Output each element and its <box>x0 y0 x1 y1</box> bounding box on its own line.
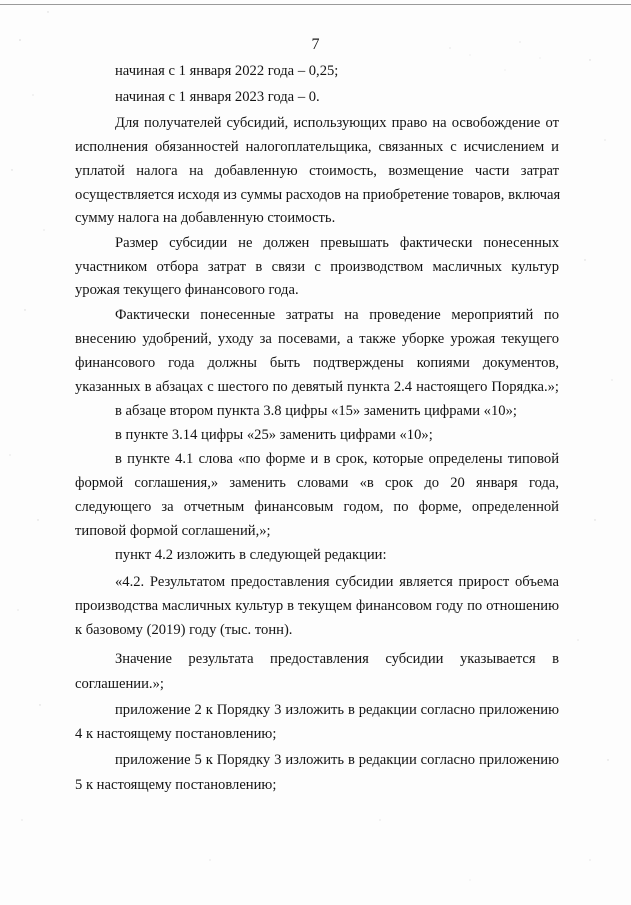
text-line: осуществляется исходя из суммы расходов на приобретение товаров, включая <box>75 187 561 203</box>
text-line: типовой формой соглашений,»; <box>75 523 271 539</box>
text-line: начиная с 1 января 2023 года – 0. <box>115 89 320 105</box>
page-number: 7 <box>311 36 320 53</box>
text-line: формой соглашения,» заменить словами «в срок до 20 января года, <box>75 475 559 491</box>
text-line: начиная с 1 января 2022 года – 0,25; <box>115 63 339 79</box>
text-line: производства масличных культур в текущем финансовом году по отношению <box>75 598 559 614</box>
text-line: сумму налога на добавленную стоимость. <box>75 210 336 226</box>
text-line: участником отбора затрат в связи с производством масличных культур <box>75 259 559 275</box>
text-line: уплатой налога на добавленную стоимость, возмещение части затрат <box>75 163 559 179</box>
text-line: Размер субсидии не должен превышать фактически понесенных <box>115 235 559 251</box>
text-line: Фактически понесенные затраты на проведение мероприятий по <box>115 307 559 323</box>
text-line: исполнения обязанностей налогоплательщика, связанных с исчислением и <box>75 139 559 155</box>
text-line: приложение 2 к Порядку 3 изложить в редакции согласно приложению <box>115 702 559 718</box>
text-line: Для получателей субсидий, использующих право на освобождение от <box>115 115 559 131</box>
text-line: указанных в абзацах с шестого по девятый пункта 2.4 настоящего Порядка.»; <box>75 379 559 395</box>
text-line: финансового года должны быть подтверждены копиями документов, <box>75 355 559 371</box>
text-line: 4 к настоящему постановлению; <box>75 726 277 742</box>
text-line: внесению удобрений, уходу за посевами, а также уборке урожая текущего <box>75 331 559 347</box>
text-line: «4.2. Результатом предоставления субсидии является прирост объема <box>115 574 559 590</box>
text-line: в абзаце втором пункта 3.8 цифры «15» заменить цифрами «10»; <box>115 403 517 419</box>
text-line: соглашении.»; <box>75 676 164 692</box>
text-line: к базовому (2019) году (тыс. тонн). <box>75 622 293 638</box>
text-line: в пункте 3.14 цифры «25» заменить цифрами «10»; <box>115 427 433 443</box>
text-line: 5 к настоящему постановлению; <box>75 777 277 793</box>
text-line: в пункте 4.1 слова «по форме и в срок, которые определены типовой <box>115 451 559 467</box>
text-line: Значение результата предоставления субсидии указывается в <box>115 651 559 667</box>
text-line: следующего за отчетным финансовым годом, по форме, определенной <box>75 499 559 515</box>
text-line: пункт 4.2 изложить в следующей редакции: <box>115 547 387 563</box>
text-line: урожая текущего финансового года. <box>75 282 299 298</box>
top-border-line <box>0 4 631 5</box>
text-line: приложение 5 к Порядку 3 изложить в редакции согласно приложению <box>115 752 559 768</box>
